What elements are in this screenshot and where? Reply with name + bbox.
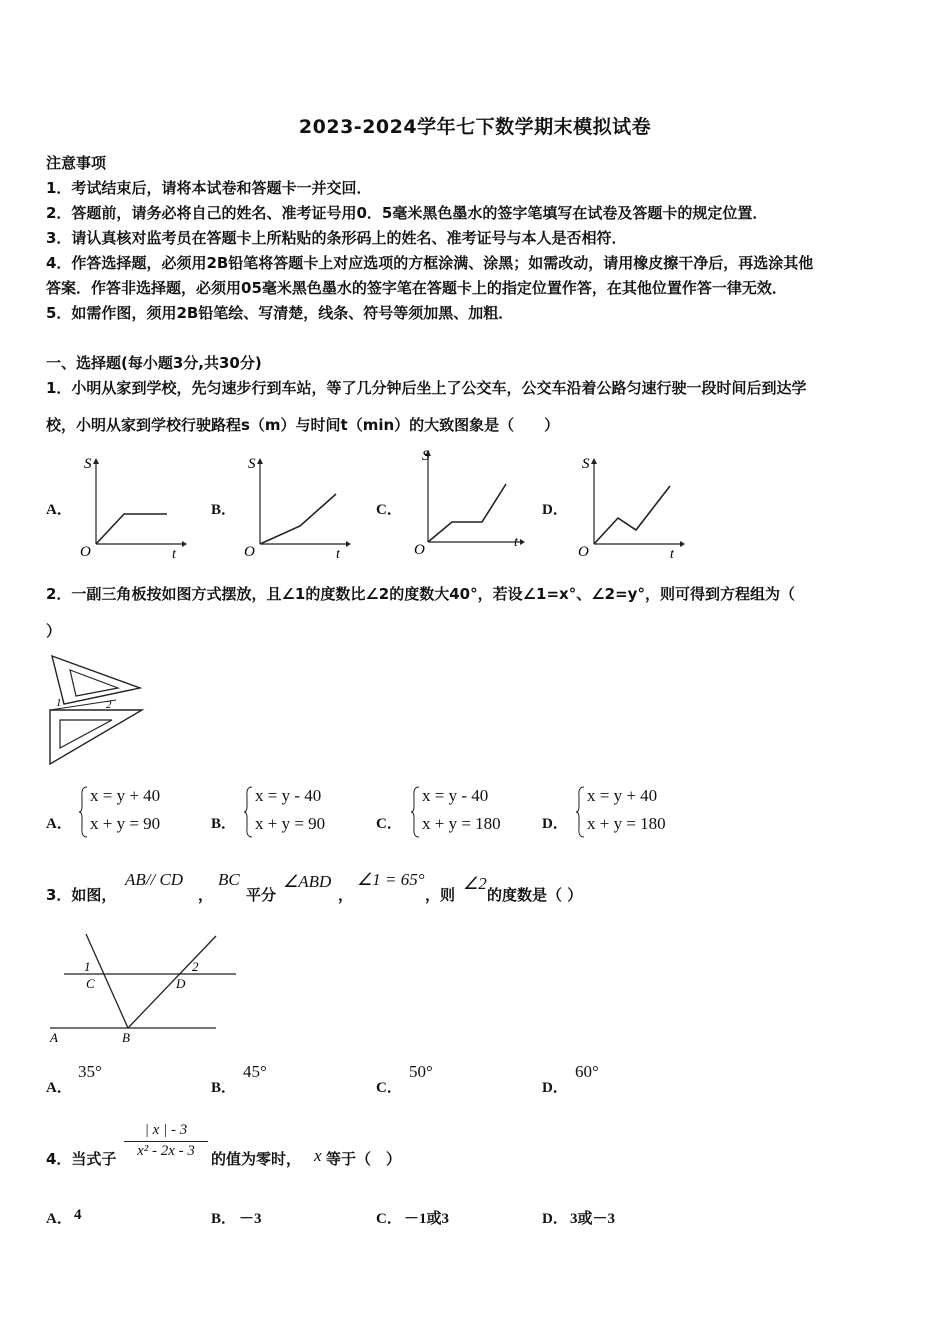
q3-then: ，则 [425,886,456,904]
equation-1: x = y + 40 [90,786,161,805]
q3-angle2: ∠2 [463,874,487,893]
equation-2: x + y = 180 [587,814,666,833]
q3-parallel-expr: AB// CD [125,870,184,889]
axis-x-label: t [670,547,674,562]
equation-1: x = y + 40 [587,786,658,805]
fraction-numerator: | x | - 3 [144,1122,188,1138]
q4-option-d-value: 3或－3 [570,1211,616,1227]
q1-graph-a [72,450,187,562]
q2-option-d-label: D． [542,816,568,832]
q2-option-b-system [243,786,353,842]
q1-graph-d [570,450,685,562]
q4-option-b-label: B． [211,1211,237,1227]
q2-option-c-system [410,786,525,842]
q3-option-d-value: 60° [575,1062,599,1081]
equation-1: x = y - 40 [255,786,322,805]
q1-graph-c [404,444,529,562]
q2-option-c-label: C． [376,816,402,832]
q2-option-d-system [575,786,690,842]
q4-prefix: 4．当式子 [46,1150,117,1168]
q3-comma: ， [338,886,354,904]
fraction-denominator: x² - 2x - 3 [124,1141,208,1160]
q4-option-d-label: D． [542,1211,568,1227]
axis-x-label: t [514,535,518,550]
q1-option-c-label: C． [376,502,402,518]
point-c-label: C [86,976,95,991]
point-b-label: B [122,1030,130,1045]
q3-option-b-label: B． [211,1080,237,1096]
angle-2-label: 2 [106,699,112,711]
q3-prefix: 3．如图， [46,886,117,904]
q3-angle-abd: ∠ABD [283,872,332,891]
q1-option-d-label: D． [542,502,568,518]
q2-option-b-label: B． [211,816,237,832]
q4-variable: x [314,1146,322,1165]
origin-label: O [578,544,589,560]
q1-text-line2: 校，小明从家到学校行驶路程s（m）与时间t（min）的大致图象是（ ） [46,416,560,434]
axis-y-label: S [422,448,430,464]
q3-option-c-value: 50° [409,1062,433,1081]
axis-y-label: S [84,456,92,472]
notice-heading: 注意事项 [46,154,107,172]
q4-option-b-value: －3 [239,1211,262,1227]
q4-option-c-value: －1或3 [404,1211,450,1227]
q2-text-line1: 2．一副三角板按如图方式摆放，且∠1的度数比∠2的度数大40°，若设∠1=x°、∠2=y°，则可得到方程组为（ [46,585,795,603]
equation-1: x = y - 40 [422,786,489,805]
notice-item: 5．如需作图，须用2B铅笔绘、写清楚，线条、符号等须加黑、加粗． [46,304,514,322]
notice-item: 1．考试结束后，请将本试卷和答题卡一并交回． [46,179,372,197]
point-a-label: A [50,1030,58,1045]
notice-item: 3．请认真核对监考员在答题卡上所粘贴的条形码上的姓名、准考证号与本人是否相符． [46,229,627,247]
notice-item: 答案．作答非选择题，必须用05毫米黑色墨水的签字笔在答题卡上的指定位置作答，在其他位置作答一律无效． [46,279,787,297]
q4-option-a-value: 4 [74,1207,82,1223]
q4-fraction [124,1122,208,1160]
origin-label: O [80,544,91,560]
q4-suffix-a: 的值为零时， [211,1150,302,1168]
q3-option-a-value: 35° [78,1062,102,1081]
section-heading: 一、选择题(每小题3分,共30分) [46,354,262,372]
q2-text-line2: ） [46,622,62,640]
q3-option-c-label: C． [376,1080,402,1096]
axis-x-label: t [336,547,340,562]
angle-2-label: 2 [192,959,199,974]
q1-option-a-label: A． [46,502,72,518]
axis-y-label: S [248,456,256,472]
q3-suffix: 的度数是（ ） [487,886,583,904]
q2-option-a-label: A． [46,816,72,832]
q4-option-a-label: A． [46,1211,72,1227]
axis-x-label: t [172,547,176,562]
point-d-label: D [176,976,186,991]
q1-graph-b [236,450,351,562]
q3-angle1-value: ∠1 = 65° [357,870,425,889]
q1-text-line1: 1．小明从家到学校，先匀速步行到车站，等了几分钟后坐上了公交车，公交车沿着公路匀速行驶一段时间后到达学 [46,379,807,397]
q3-option-b-value: 45° [243,1062,267,1081]
notice-item: 4．作答选择题，必须用2B铅笔将答题卡上对应选项的方框涂满、涂黑；如需改动，请用橡皮擦干净后，再选涂其他 [46,254,814,272]
q3-comma: ， [198,886,214,904]
origin-label: O [244,544,255,560]
page-title: 2023-2024学年七下数学期末模拟试卷 [298,116,652,138]
q1-option-b-label: B． [211,502,237,518]
origin-label: O [414,542,425,558]
q3-bc: BC [218,870,240,889]
axis-y-label: S [582,456,590,472]
q3-geometry-figure [46,930,241,1048]
q3-bisect: 平分 [246,886,277,904]
q2-option-a-system [78,786,188,842]
equation-2: x + y = 90 [255,814,326,833]
q4-option-c-label: C． [376,1211,402,1227]
angle-1-label: 1 [56,697,62,709]
notice-item: 2．答题前，请务必将自己的姓名、准考证号用0．5毫米黑色墨水的签字笔填写在试卷及答题卡的规定位置． [46,204,768,222]
equation-2: x + y = 90 [90,814,161,833]
q4-suffix-b: 等于（ ） [326,1150,402,1168]
q2-triangles-figure [46,652,146,768]
equation-2: x + y = 180 [422,814,501,833]
q3-option-a-label: A． [46,1080,72,1096]
angle-1-label: 1 [84,959,91,974]
q3-option-d-label: D． [542,1080,568,1096]
